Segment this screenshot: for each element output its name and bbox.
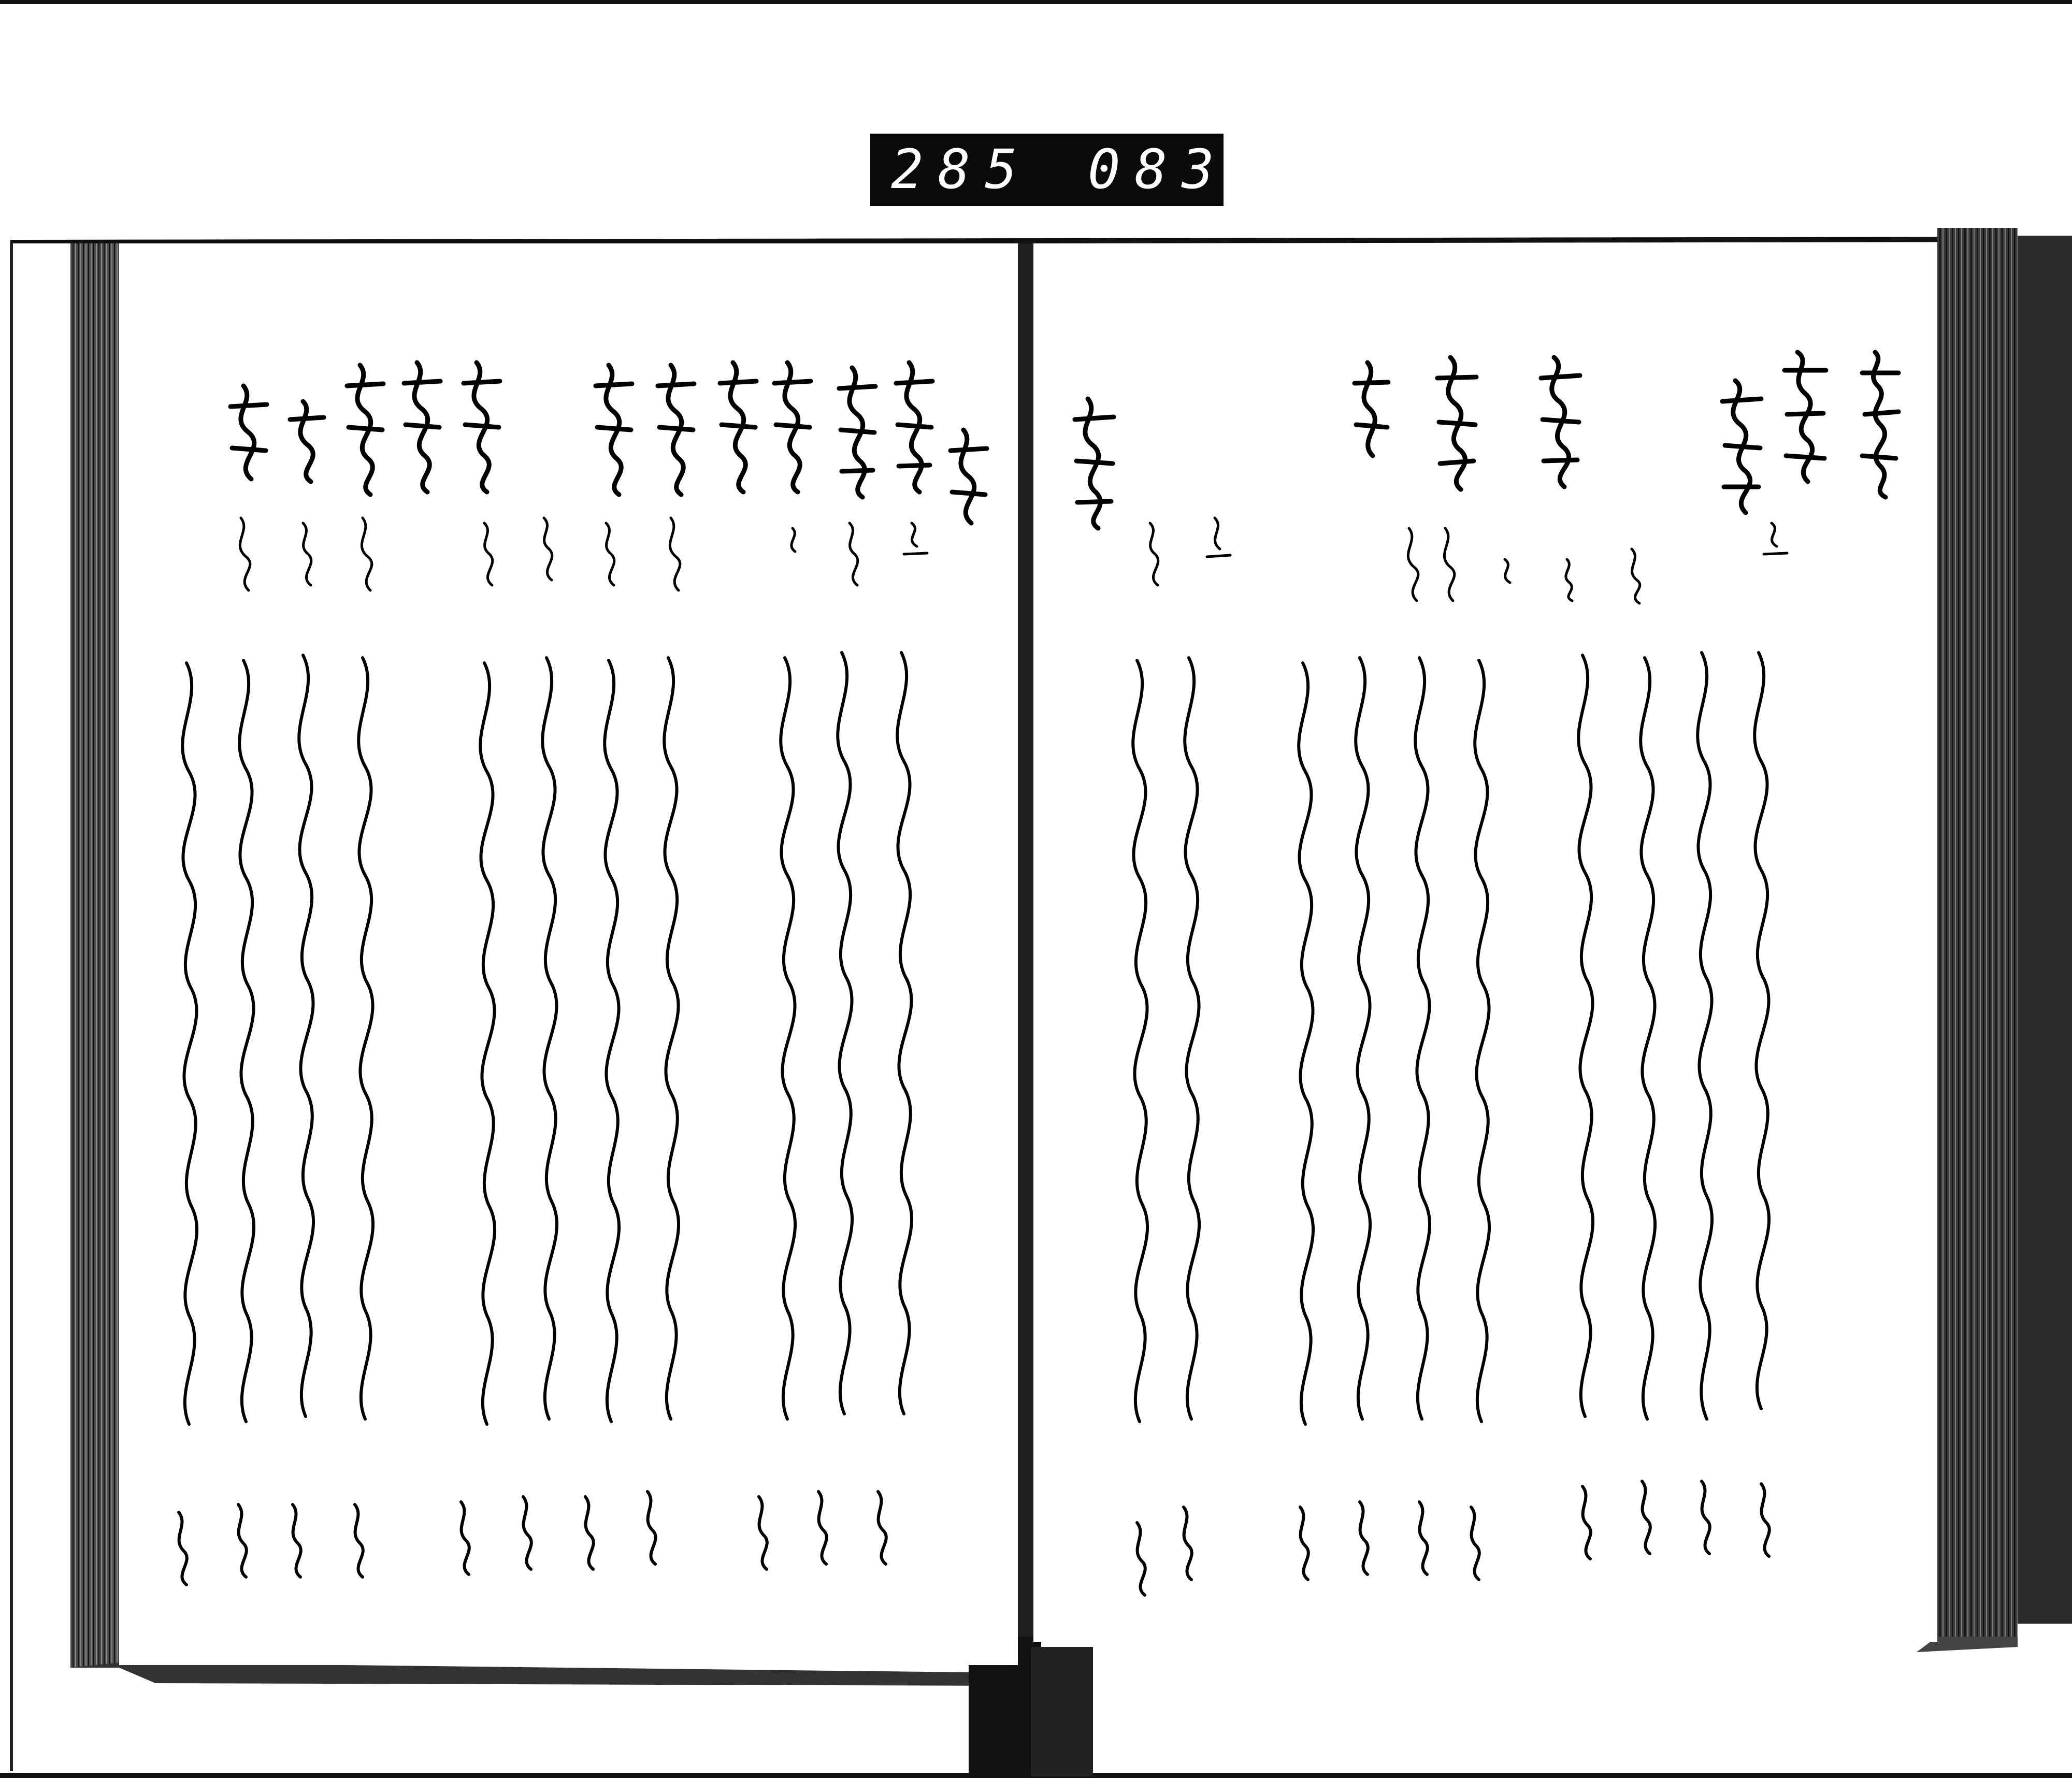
right-page	[1033, 243, 1937, 1642]
gutter-shadow	[1018, 243, 1033, 1694]
film-frame-counter	[870, 134, 1229, 206]
left-page	[119, 243, 1018, 1665]
right-page-edge	[1937, 228, 2018, 1637]
left-page-edge	[70, 243, 119, 1668]
frame-number: 083	[1088, 138, 1229, 201]
reel-number: 285	[891, 138, 1032, 201]
top-film-line	[10, 239, 2072, 242]
